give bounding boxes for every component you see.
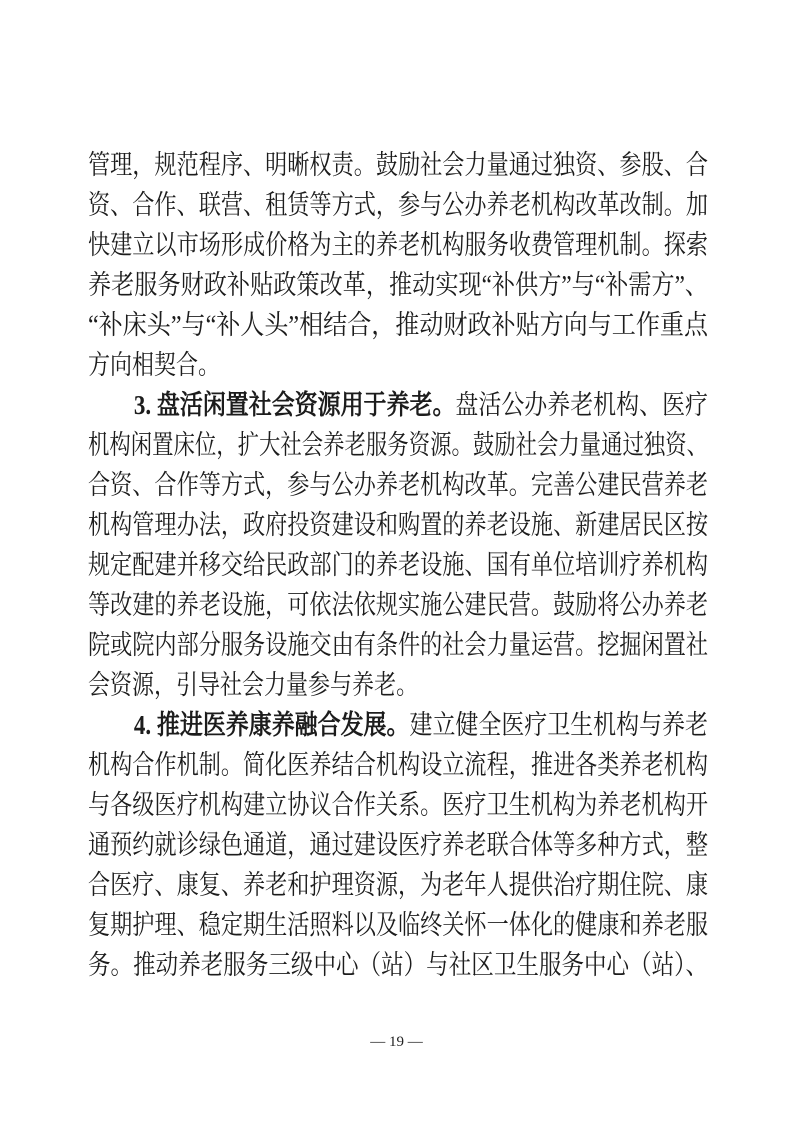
text-line [88,785,708,825]
body-text: 管理，规范程序、明晰权责。鼓励社会力量通过独资、参股、合 [88,150,708,180]
body-text: 盘活公办养老机构、医疗 [455,390,708,420]
body-text: “补床头”与“补人头”相结合，推动财政补贴方向与工作重点 [88,310,708,340]
body-text: 方向相契合。 [88,350,221,380]
body-text: 建立健全医疗卫生机构与养老 [409,710,708,740]
text-line-content [88,225,708,265]
text-line [88,905,708,945]
text-line [88,345,708,385]
heading-text: 4. 推进医养康养融合发展。 [133,710,410,740]
body-text: 机构管理办法，政府投资建设和购置的养老设施、新建居民区按 [88,510,708,540]
text-line [88,145,708,185]
text-line [88,865,708,905]
text-line-content [88,385,708,425]
text-line [88,945,708,985]
text-line [88,425,708,465]
body-text: 养老服务财政补贴政策改革，推动实现“补供方”与“补需方”、 [88,270,708,300]
text-line [88,385,708,425]
text-line-content [88,905,708,945]
text-line-content [88,465,708,505]
body-text: 资、合作、联营、租赁等方式，参与公办养老机构改革改制。加 [88,190,708,220]
body-text: 等改建的养老设施，可依法依规实施公建民营。鼓励将公办养老 [88,590,708,620]
text-line [88,265,708,305]
body-text: 快建立以市场形成价格为主的养老机构服务收费管理机制。探索 [88,230,708,260]
page-number: — 19 — [370,1034,423,1050]
text-line [88,505,708,545]
body-text: 院或院内部分服务设施交由有条件的社会力量运营。挖掘闲置社 [88,630,708,660]
body-text: 合医疗、康复、养老和护理资源，为老年人提供治疗期住院、康 [88,870,708,900]
body-text: 务。推动养老服务三级中心（站）与社区卫生服务中心（站）、 [88,950,708,980]
body-text: 与各级医疗机构建立协议合作关系。医疗卫生机构为养老机构开 [88,790,708,820]
heading-text: 3. 盘活闲置社会资源用于养老。 [133,390,456,420]
text-line [88,825,708,865]
text-line-content [88,705,708,745]
body-text: 合资、合作等方式，参与公办养老机构改革。完善公建民营养老 [88,470,708,500]
text-line-content [88,145,708,185]
document-body-text [88,145,708,985]
text-line-content [88,265,708,305]
text-line-content [88,865,708,905]
text-line [88,665,708,705]
text-line [88,185,708,225]
text-line-content [88,945,708,985]
body-text: 复期护理、稳定期生活照料以及临终关怀一体化的健康和养老服 [88,910,708,940]
text-line-content [88,305,708,345]
text-line [88,705,708,745]
text-line [88,465,708,505]
text-line-content [88,505,708,545]
text-line [88,305,708,345]
text-line-content [88,825,708,865]
text-line-content [88,665,418,705]
text-line-content [88,625,708,665]
body-text: 通预约就诊绿色通道，通过建设医疗养老联合体等多种方式，整 [88,830,708,860]
text-line-content [88,345,220,385]
text-line-content [88,185,708,225]
body-text: 机构闲置床位，扩大社会养老服务资源。鼓励社会力量通过独资、 [88,430,708,460]
text-line [88,745,708,785]
text-line-content [88,545,708,585]
text-line-content [88,785,708,825]
text-line-content [88,585,708,625]
text-line-content [88,425,708,465]
body-text: 规定配建并移交给民政部门的养老设施、国有单位培训疗养机构 [88,550,708,580]
body-text: 会资源，引导社会力量参与养老。 [88,670,419,700]
text-line [88,585,708,625]
text-line-content [88,745,708,785]
text-line [88,225,708,265]
text-line [88,545,708,585]
body-text: 机构合作机制。简化医养结合机构设立流程，推进各类养老机构 [88,750,708,780]
text-line [88,625,708,665]
